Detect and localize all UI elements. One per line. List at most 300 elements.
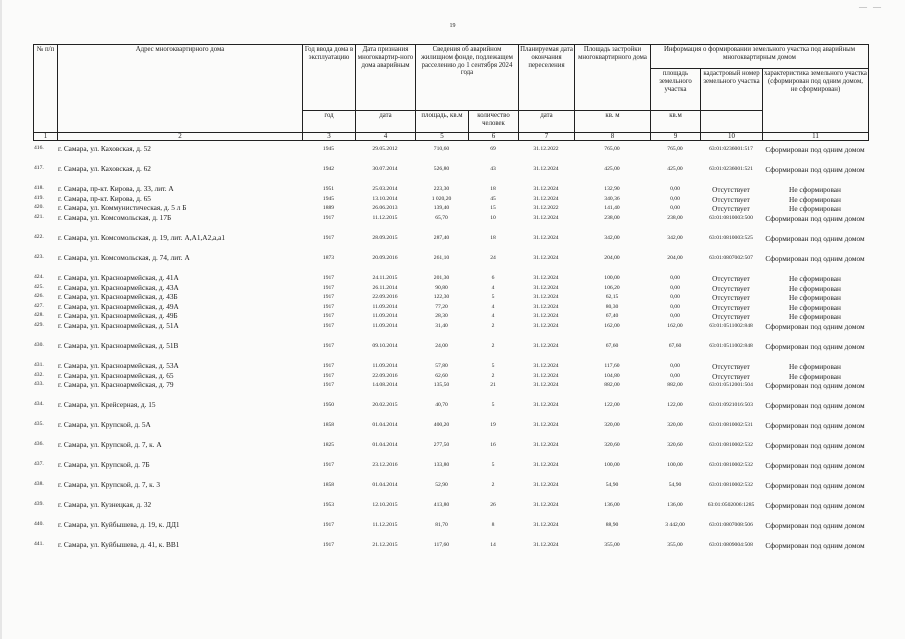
row-recognized-date: 01.04.2014 xyxy=(372,442,398,449)
row-recognized-date: 11.09.2014 xyxy=(372,313,398,320)
row-people: 4 xyxy=(491,303,495,310)
row-land-area: 122,00 xyxy=(667,402,683,409)
row-cadastral: 63:01:0810002:532 xyxy=(709,482,753,489)
row-planned-date: 31.12.2024 xyxy=(533,214,559,221)
row-building-area: 100,00 xyxy=(604,462,620,469)
row-building-area: 100,00 xyxy=(604,274,620,281)
row-year: 1917 xyxy=(322,542,335,549)
page-edge xyxy=(0,0,2,639)
row-area: 77,20 xyxy=(435,303,448,310)
column-number-cell: 1 xyxy=(34,133,58,141)
row-cadastral: 63:01:0810002:532 xyxy=(709,462,753,469)
row-people: 24 xyxy=(490,254,496,261)
row-year: 1917 xyxy=(322,274,335,281)
header-characteristic: характеристика земельного участка (сформирован под одним домом, не сформирован) xyxy=(763,69,869,133)
row-planned-date: 31.12.2022 xyxy=(533,146,559,152)
row-building-area: 204,00 xyxy=(604,254,620,261)
row-address: г. Самара, ул. Красноармейская, д. 49А xyxy=(58,301,179,311)
row-address: г. Самара, ул. Куйбышева, д. 41, к. ВВ1 xyxy=(58,540,180,550)
row-building-area: 882,00 xyxy=(604,382,620,389)
row-cadastral: 63:01:0810003:500 xyxy=(709,214,753,221)
table-row xyxy=(33,185,868,195)
row-status: Не сформирован xyxy=(789,283,841,293)
row-recognized-date: 11.09.2014 xyxy=(372,323,398,330)
column-numbers-row xyxy=(34,133,869,141)
row-planned-date: 31.12.2024 xyxy=(533,502,559,509)
row-building-area: 54,90 xyxy=(605,482,619,489)
row-people: 69 xyxy=(490,146,496,152)
row-status: Сформирован под одним домом xyxy=(765,381,865,391)
row-land-area: 136,00 xyxy=(667,502,683,509)
scan-mark: — — xyxy=(859,2,883,11)
row-planned-date: 31.12.2024 xyxy=(533,284,559,291)
row-year: 1945 xyxy=(322,146,335,152)
row-address: г. Самара, ул. Красноармейская, д. 65 xyxy=(58,370,174,380)
row-land-area: 238,00 xyxy=(667,214,683,221)
row-address: г. Самара, ул. Красноармейская, д. 51В xyxy=(58,341,179,351)
column-number-cell: 2 xyxy=(58,133,303,141)
row-year: 1917 xyxy=(322,313,335,320)
unit-sqm: кв. м xyxy=(575,111,651,133)
row-area: 81,70 xyxy=(435,522,448,529)
row-cadastral: 63:01:0236001:521 xyxy=(709,166,753,172)
row-address: г. Самара, ул. Красноармейская, д. 43А xyxy=(58,282,179,292)
row-address: г. Самара, ул. Комсомольская, д. 19, лит. А,А1,А2,а,а1 xyxy=(58,232,225,242)
row-land-area: 0,00 xyxy=(670,205,680,212)
column-number-cell: 5 xyxy=(416,133,469,141)
row-number: 438. xyxy=(34,481,44,488)
header-land-info: Информация о формировании земельного участка под аварийным многоквартирным домом xyxy=(651,45,869,69)
row-area: 261,10 xyxy=(433,254,450,261)
row-number: 422. xyxy=(34,233,44,240)
row-number: 425. xyxy=(34,283,44,290)
row-address: г. Самара, ул. Красноармейская, д. 51А xyxy=(58,321,179,331)
row-year: 1917 xyxy=(322,303,335,310)
row-land-area: 0,00 xyxy=(670,372,680,379)
column-number-cell: 4 xyxy=(356,133,416,141)
row-building-area: 62,15 xyxy=(605,294,619,301)
row-people: 5 xyxy=(491,363,495,370)
row-area: 24,00 xyxy=(435,343,448,350)
row-area: 139,40 xyxy=(433,205,450,212)
row-people: 4 xyxy=(491,284,495,291)
row-planned-date: 31.12.2024 xyxy=(533,186,559,192)
row-year: 1889 xyxy=(322,205,335,212)
table-row xyxy=(33,461,868,481)
header-address: Адрес многоквартирного дома xyxy=(58,45,303,133)
row-cadastral: 63:01:0511002:848 xyxy=(709,343,753,350)
row-number: 423. xyxy=(34,253,44,260)
row-status: Сформирован под одним домом xyxy=(765,165,865,174)
row-planned-date: 31.12.2024 xyxy=(533,442,559,449)
row-status: Не сформирован xyxy=(789,362,841,372)
row-recognized-date: 24.11.2015 xyxy=(372,274,398,281)
row-address: г. Самара, ул. Красноармейская, д. 49Б xyxy=(58,311,178,321)
row-recognized-date: 11.09.2014 xyxy=(372,303,398,310)
row-building-area: 425,00 xyxy=(604,166,620,172)
header-land-area: площадь земельного участка xyxy=(651,69,701,111)
row-planned-date: 31.12.2022 xyxy=(533,205,559,212)
row-planned-date: 31.12.2024 xyxy=(533,294,559,301)
row-year: 1917 xyxy=(322,522,335,529)
row-area: 135,50 xyxy=(433,382,450,389)
row-status: Сформирован под одним домом xyxy=(765,145,865,154)
row-status: Сформирован под одним домом xyxy=(765,213,865,223)
row-year: 1951 xyxy=(322,186,335,192)
table-row xyxy=(33,234,868,254)
row-status: Сформирован под одним домом xyxy=(765,253,865,263)
table-header xyxy=(33,44,869,141)
column-number-cell: 8 xyxy=(575,133,651,141)
row-building-area: 765,00 xyxy=(604,146,620,152)
row-people: 5 xyxy=(491,402,495,409)
row-cadastral: 63:01:0810002:532 xyxy=(709,442,753,449)
row-area: 400,20 xyxy=(433,422,450,429)
header-info-fund: Сведения об аварийном жилищном фонде, подлежащем расселению до 1 сентября 2024 года xyxy=(416,45,519,111)
row-people: 5 xyxy=(491,462,495,469)
row-recognized-date: 26.06.2013 xyxy=(372,205,398,212)
row-area: 28,30 xyxy=(435,313,448,320)
unit-count: количество человек xyxy=(469,111,519,133)
row-area: 57,80 xyxy=(435,363,448,370)
row-address: г. Самара, ул. Красноармейская, д. 43Б xyxy=(58,292,178,302)
row-year: 1858 xyxy=(322,422,335,429)
row-number: 434. xyxy=(34,401,44,408)
row-recognized-date: 20.09.2016 xyxy=(372,254,398,261)
row-address: г. Самара, ул. Кузнецкая, д. 32 xyxy=(58,500,152,510)
row-people: 10 xyxy=(490,214,496,221)
row-status: Не сформирован xyxy=(789,312,841,322)
row-recognized-date: 14.08.2014 xyxy=(372,382,398,389)
row-area: 223,30 xyxy=(433,186,450,192)
row-planned-date: 31.12.2024 xyxy=(533,234,559,241)
table-row xyxy=(33,441,868,461)
table-row xyxy=(33,401,868,421)
row-status: Не сформирован xyxy=(789,273,841,283)
row-building-area: 104,80 xyxy=(604,372,620,379)
row-year: 1858 xyxy=(322,482,335,489)
column-number-cell: 6 xyxy=(469,133,519,141)
row-status: Не сформирован xyxy=(789,194,841,204)
row-recognized-date: 20.02.2015 xyxy=(372,402,398,409)
row-address: г. Самара, ул. Красноармейская, д. 79 xyxy=(58,380,174,390)
row-status: Сформирован под одним домом xyxy=(765,322,865,332)
table-row xyxy=(33,322,868,342)
row-area: 40,70 xyxy=(435,402,448,409)
row-address: г. Самара, ул. Крупской, д. 7, к. 3 xyxy=(58,480,160,490)
row-cadastral: Отсутствует xyxy=(712,363,750,372)
column-number-cell: 10 xyxy=(701,133,763,141)
row-cadastral: 63:01:0809004:508 xyxy=(709,542,753,549)
row-number: 430. xyxy=(34,342,44,349)
row-address: г. Самара, ул. Куйбышева, д. 19, к. ДД1 xyxy=(58,520,180,530)
row-year: 1917 xyxy=(322,294,335,301)
row-address: г. Самара, пр-кт. Кирова, д. 33, лит. А xyxy=(58,184,174,193)
row-number: 435. xyxy=(34,421,44,428)
row-recognized-date: 13.10.2014 xyxy=(372,195,398,202)
row-number: 424. xyxy=(34,273,44,280)
row-status: Сформирован под одним домом xyxy=(765,481,865,491)
row-people: 6 xyxy=(491,274,495,281)
row-building-area: 117,60 xyxy=(604,363,620,370)
unit-area: площадь, кв.м xyxy=(416,111,469,133)
row-building-area: 320,60 xyxy=(604,442,620,449)
row-people: 18 xyxy=(490,186,496,192)
row-area: 1 020,20 xyxy=(431,195,452,202)
table-row xyxy=(33,214,868,234)
row-year: 1917 xyxy=(322,382,335,389)
row-address: г. Самара, ул. Красноармейская, д. 41А xyxy=(58,272,179,282)
row-planned-date: 31.12.2024 xyxy=(533,274,559,281)
row-year: 1953 xyxy=(322,502,335,509)
row-address: г. Самара, ул. Каховская, д. 62 xyxy=(58,164,151,173)
row-cadastral: 63:01:0810003:525 xyxy=(709,234,753,241)
row-area: 526,80 xyxy=(433,166,450,172)
row-area: 117,60 xyxy=(433,542,450,549)
row-land-area: 3 442,00 xyxy=(665,522,685,529)
row-recognized-date: 22.09.2016 xyxy=(372,372,398,379)
row-building-area: 162,00 xyxy=(604,323,620,330)
row-number: 426. xyxy=(34,293,44,300)
row-address: г. Самара, ул. Крупской, д. 5А xyxy=(58,420,151,430)
table-row xyxy=(33,381,868,401)
row-area: 710,60 xyxy=(433,146,450,152)
row-number: 433. xyxy=(34,381,44,388)
row-recognized-date: 23.12.2016 xyxy=(372,462,398,469)
row-address: г. Самара, ул. Коммунистическая, д. 5 л Б xyxy=(58,203,187,213)
row-number: 416. xyxy=(34,145,44,151)
row-recognized-date: 09.10.2014 xyxy=(372,343,398,350)
row-recognized-date: 11.12.2015 xyxy=(372,522,398,529)
row-people: 45 xyxy=(490,195,496,202)
row-land-area: 204,00 xyxy=(667,254,683,261)
row-cadastral: Отсутствует xyxy=(712,284,750,293)
row-planned-date: 31.12.2024 xyxy=(533,522,559,529)
row-cadastral: 63:01:0502006:1285 xyxy=(707,502,755,509)
row-status: Не сформирован xyxy=(789,302,841,312)
row-recognized-date: 22.09.2016 xyxy=(372,294,398,301)
row-area: 31,40 xyxy=(435,323,448,330)
header-year: Год ввода дома в эксплуатацию xyxy=(303,45,356,111)
header-recognized: Дата признания многоквартир-ного дома аварийным xyxy=(356,45,416,111)
row-land-area: 0,00 xyxy=(670,186,680,192)
row-cadastral: 63:01:0810002:531 xyxy=(709,422,753,429)
unit-sqm2: кв.м xyxy=(651,111,701,133)
row-recognized-date: 30.07.2014 xyxy=(372,166,398,172)
row-building-area: 342,00 xyxy=(604,234,620,241)
row-land-area: 342,00 xyxy=(667,234,683,241)
row-cadastral: Отсутствует xyxy=(712,303,750,312)
column-number-cell: 9 xyxy=(651,133,701,141)
row-building-area: 80,30 xyxy=(605,303,619,310)
row-year: 1917 xyxy=(322,323,335,330)
row-cadastral: 63:01:0807002:507 xyxy=(709,254,753,261)
row-status: Сформирован под одним домом xyxy=(765,441,865,451)
row-planned-date: 31.12.2024 xyxy=(533,303,559,310)
row-year: 1917 xyxy=(322,343,335,350)
row-status: Не сформирован xyxy=(789,185,841,194)
row-people: 8 xyxy=(491,522,495,529)
row-land-area: 0,00 xyxy=(670,313,680,320)
row-cadastral: Отсутствует xyxy=(712,372,750,381)
row-status: Не сформирован xyxy=(789,371,841,381)
row-planned-date: 31.12.2024 xyxy=(533,343,559,350)
row-cadastral: Отсутствует xyxy=(712,274,750,283)
row-recognized-date: 01.04.2014 xyxy=(372,422,398,429)
row-status: Не сформирован xyxy=(789,204,841,214)
table-row xyxy=(33,165,868,185)
row-area: 90,80 xyxy=(435,284,448,291)
row-land-area: 0,00 xyxy=(670,363,680,370)
row-number: 431. xyxy=(34,362,44,369)
row-land-area: 320,60 xyxy=(667,442,683,449)
row-planned-date: 31.12.2024 xyxy=(533,382,559,389)
row-planned-date: 31.12.2024 xyxy=(533,422,559,429)
row-number: 439. xyxy=(34,501,44,508)
unit-empty xyxy=(701,111,763,133)
row-land-area: 355,00 xyxy=(667,542,683,549)
row-recognized-date: 28.09.2015 xyxy=(372,234,398,241)
row-land-area: 0,00 xyxy=(670,294,680,301)
row-land-area: 100,00 xyxy=(667,462,683,469)
row-land-area: 67,60 xyxy=(668,343,682,350)
row-building-area: 132,90 xyxy=(604,186,620,192)
row-area: 133,80 xyxy=(433,462,450,469)
row-land-area: 0,00 xyxy=(670,274,680,281)
row-people: 14 xyxy=(490,542,496,549)
row-status: Сформирован под одним домом xyxy=(765,233,865,243)
header-cadastral: кадастровый номер земельного участка xyxy=(701,69,763,111)
row-number: 432. xyxy=(34,371,44,378)
row-year: 1950 xyxy=(322,402,335,409)
row-status: Сформирован под одним домом xyxy=(765,521,865,531)
row-year: 1942 xyxy=(322,166,335,172)
row-land-area: 54,90 xyxy=(668,482,682,489)
row-status: Сформирован под одним домом xyxy=(765,342,865,352)
row-people: 2 xyxy=(491,482,495,489)
column-number-cell: 7 xyxy=(519,133,575,141)
row-recognized-date: 01.04.2014 xyxy=(372,482,398,489)
row-area: 201,30 xyxy=(433,274,450,281)
row-people: 2 xyxy=(491,323,495,330)
row-address: г. Самара, ул. Каховская, д. 52 xyxy=(58,144,151,153)
row-land-area: 425,00 xyxy=(667,166,683,172)
row-number: 420. xyxy=(34,204,44,211)
row-people: 21 xyxy=(490,382,496,389)
row-building-area: 141,40 xyxy=(604,205,620,212)
table-row xyxy=(33,521,868,541)
row-recognized-date: 11.12.2015 xyxy=(372,214,398,221)
row-cadastral: Отсутствует xyxy=(712,205,750,214)
row-year: 1917 xyxy=(322,284,335,291)
unit-year: год xyxy=(303,111,356,133)
row-land-area: 162,00 xyxy=(667,323,683,330)
row-people: 15 xyxy=(490,205,496,212)
row-number: 441. xyxy=(34,541,44,548)
row-people: 2 xyxy=(491,372,495,379)
row-planned-date: 31.12.2024 xyxy=(533,195,559,202)
row-address: г. Самара, ул. Комсомольская, д. 17Б xyxy=(58,212,172,222)
row-year: 1825 xyxy=(322,442,335,449)
row-people: 4 xyxy=(491,313,495,320)
row-people: 43 xyxy=(490,166,496,172)
row-number: 427. xyxy=(34,302,44,309)
row-people: 16 xyxy=(490,442,496,449)
data-table xyxy=(33,145,868,561)
row-planned-date: 31.12.2024 xyxy=(533,372,559,379)
row-planned-date: 31.12.2024 xyxy=(533,323,559,330)
row-number: 437. xyxy=(34,461,44,468)
row-building-area: 320,00 xyxy=(604,422,620,429)
table-row xyxy=(33,541,868,561)
row-status: Сформирован под одним домом xyxy=(765,461,865,471)
row-address: г. Самара, ул. Крупской, д. 7, к. А xyxy=(58,440,162,450)
table-row xyxy=(33,254,868,274)
row-recognized-date: 29.05.2012 xyxy=(372,146,398,152)
row-planned-date: 31.12.2024 xyxy=(533,482,559,489)
table-row xyxy=(33,501,868,521)
row-planned-date: 31.12.2024 xyxy=(533,313,559,320)
row-status: Не сформирован xyxy=(789,293,841,303)
row-address: г. Самара, ул. Крейсерная, д. 15 xyxy=(58,400,156,410)
row-area: 52,90 xyxy=(435,482,448,489)
row-year: 1917 xyxy=(322,214,335,221)
row-planned-date: 31.12.2024 xyxy=(533,402,559,409)
row-area: 65,70 xyxy=(435,214,448,221)
unit-date: дата xyxy=(356,111,416,133)
column-number-cell: 3 xyxy=(303,133,356,141)
row-land-area: 0,00 xyxy=(670,303,680,310)
row-planned-date: 31.12.2024 xyxy=(533,166,559,172)
row-planned-date: 31.12.2024 xyxy=(533,542,559,549)
row-number: 429. xyxy=(34,322,44,329)
table-row xyxy=(33,342,868,362)
row-building-area: 238,00 xyxy=(604,214,620,221)
row-number: 421. xyxy=(34,213,44,220)
row-number: 436. xyxy=(34,441,44,448)
row-cadastral: 63:01:0236001:517 xyxy=(709,146,753,152)
row-recognized-date: 25.03.2014 xyxy=(372,186,398,192)
row-cadastral: Отсутствует xyxy=(712,313,750,322)
row-cadastral: 63:01:0511002:848 xyxy=(709,323,753,330)
row-cadastral: Отсутствует xyxy=(712,195,750,204)
page-number: 19 xyxy=(449,23,456,29)
row-building-area: 106,20 xyxy=(604,284,620,291)
row-land-area: 320,00 xyxy=(667,422,683,429)
row-people: 5 xyxy=(491,294,495,301)
row-cadastral: 63:01:0921016:503 xyxy=(709,402,753,409)
table-row xyxy=(33,481,868,501)
row-status: Сформирован под одним домом xyxy=(765,401,865,411)
row-people: 2 xyxy=(491,343,495,350)
row-people: 26 xyxy=(490,502,496,509)
column-number-cell: 11 xyxy=(763,133,869,141)
row-land-area: 0,00 xyxy=(670,284,680,291)
row-planned-date: 31.12.2024 xyxy=(533,363,559,370)
row-number: 440. xyxy=(34,521,44,528)
row-area: 287,40 xyxy=(433,234,450,241)
row-number: 419. xyxy=(34,194,44,201)
row-cadastral: 63:01:0807008:506 xyxy=(709,522,753,529)
row-status: Сформирован под одним домом xyxy=(765,501,865,511)
row-year: 1917 xyxy=(322,234,335,241)
row-land-area: 765,00 xyxy=(667,146,683,152)
row-number: 418. xyxy=(34,185,44,191)
row-year: 1917 xyxy=(322,462,335,469)
row-recognized-date: 11.09.2014 xyxy=(372,363,398,370)
row-year: 1945 xyxy=(322,195,335,202)
header-num: № п/п xyxy=(34,45,58,133)
